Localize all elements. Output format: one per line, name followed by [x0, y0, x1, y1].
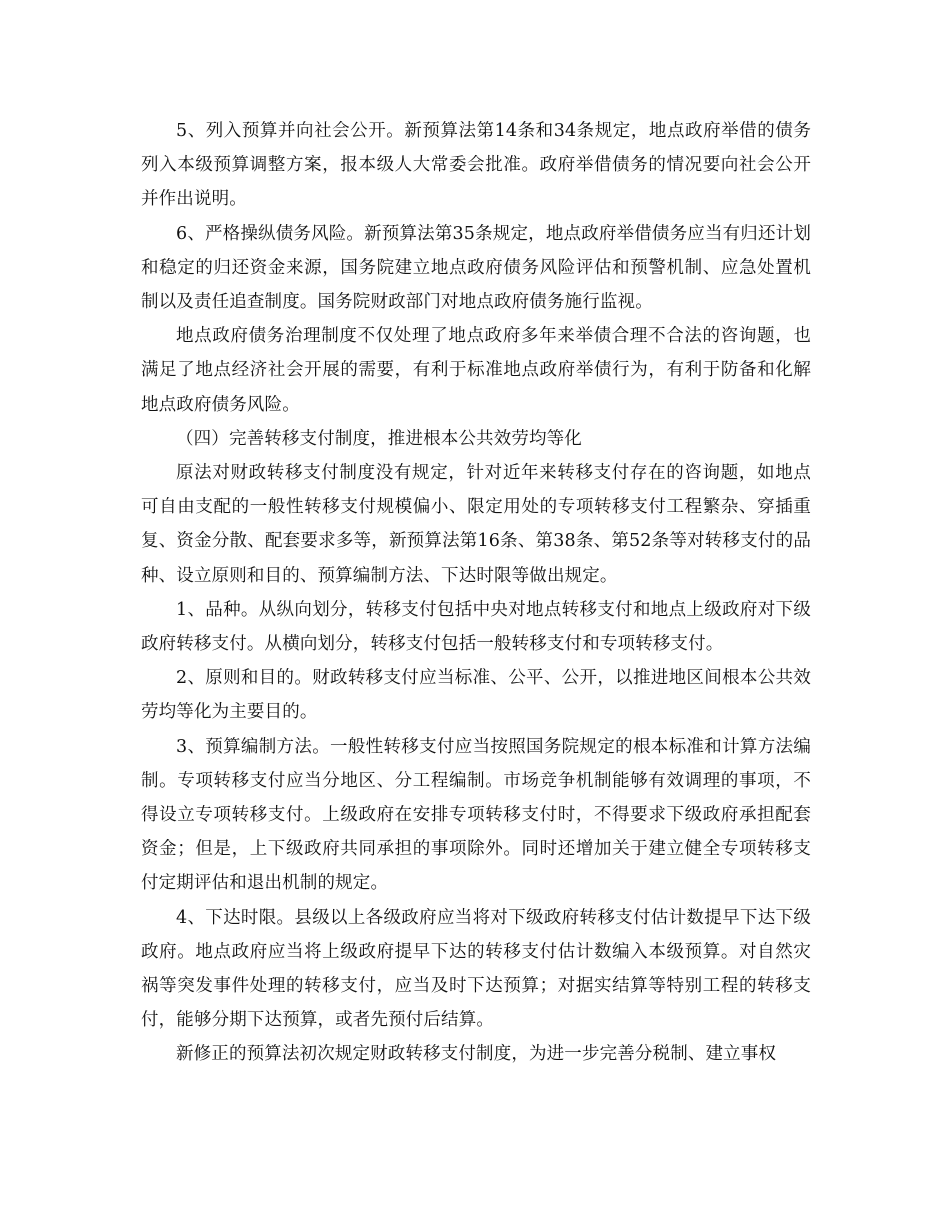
paragraph-transfer-1: 1、品种。从纵向划分，转移支付包括中央对地点转移支付和地点上级政府对下级政府转移支付。从横向划分，转移支付包括一般转移支付和专项转移支付。: [141, 599, 811, 655]
paragraph-debt-summary: 地点政府债务治理制度不仅处理了地点政府多年来举债合理不合法的咨询题，也满足了地点经济社会开展的需要，有利于标准地点政府举债行为，有利于防备和化解地点政府债务风险。: [141, 326, 811, 415]
paragraph-transfer-4: 4、下达时限。县级以上各级政府应当将对下级政府转移支付估计数提早下达下级政府。地点政府应当将上级政府提早下达的转移支付估计数编入本级预算。对自然灾祸等突发事件处理的转移支付，应当及时下达预算；对据实结算等特别工程的转移支付，能够分期下达预算，或者先预付后结算。: [141, 907, 811, 1031]
paragraph-transfer-3: 3、预算编制方法。一般性转移支付应当按照国务院规定的根本标准和计算方法编制。专项转移支付应当分地区、分工程编制。市场竞争机制能够有效调理的事项，不得设立专项转移支付。上级政府在安排专项转移支付时，不得要求下级政府承担配套资金；但是，上下级政府共同承担的事项除外。同时还增加关于建立健全专项转移支付定期评估和退出机制的规定。: [141, 736, 811, 894]
paragraph-item-6: 6、严格操纵债务风险。新预算法第35条规定，地点政府举借债务应当有归还计划和稳定的归还资金来源，国务院建立地点政府债务风险评估和预警机制、应急处置机制以及责任追查制度。国务院财政部门对地点政府债务施行监视。: [141, 223, 811, 313]
section-heading-4: （四）完善转移支付制度，推进根本公共效劳均等化: [176, 428, 582, 449]
paragraph-item-5: 5、列入预算并向社会公开。新预算法第14条和34条规定，地点政府举借的债务列入本级预算调整方案，报本级人大常委会批准。政府举借债务的情况要向社会公开并作出说明。: [141, 121, 811, 210]
document-body: [141, 114, 811, 1072]
paragraph-transfer-intro: 原法对财政转移支付制度没有规定，针对近年来转移支付存在的咨询题，如地点可自由支配的一般性转移支付规模偏小、限定用处的专项转移支付工程繁杂、穿插重复、资金分散、配套要求多等，新预算法第16条、第38条、第52条等对转移支付的品种、设立原则和目的、预算编制方法、下达时限等做出规定。: [141, 463, 811, 586]
paragraph-conclusion: 新修正的预算法初次规定财政转移支付制度，为进一步完善分税制、建立事权: [176, 1044, 777, 1065]
paragraph-transfer-2: 2、原则和目的。财政转移支付应当标准、公平、公开，以推进地区间根本公共效劳均等化为主要目的。: [141, 668, 811, 723]
